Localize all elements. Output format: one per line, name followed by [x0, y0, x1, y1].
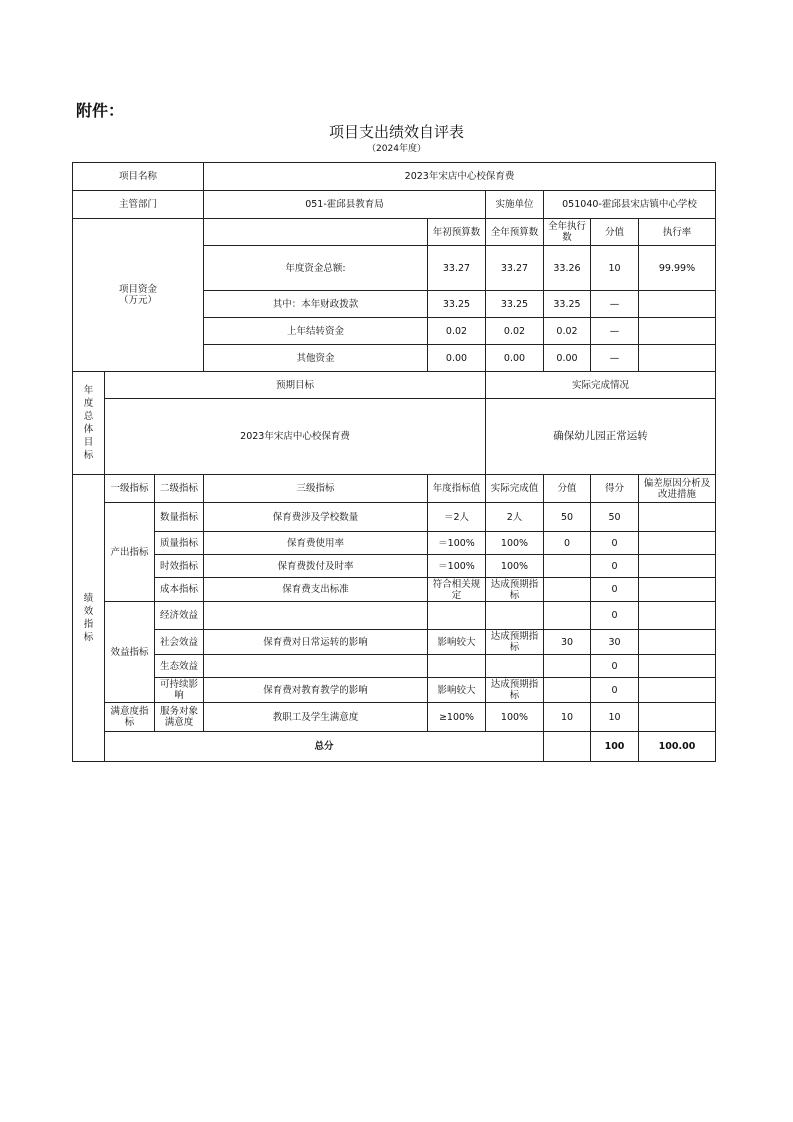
dept-label: 主管部门: [73, 191, 204, 219]
ind-header-got: 得分: [591, 475, 639, 503]
reason-cell: [639, 503, 716, 532]
l1-output: 产出指标: [105, 503, 155, 602]
reason-cell: [639, 703, 716, 732]
actual-cell: 100%: [486, 703, 544, 732]
l2-cell: 数量指标: [155, 503, 204, 532]
total-score: 100: [591, 732, 639, 762]
funds-row-rate: [639, 318, 716, 345]
got-cell: 10: [591, 703, 639, 732]
got-cell: 0: [591, 555, 639, 578]
funds-row-name: 其他资金: [204, 345, 428, 372]
dept-value: 051-霍邱县教育局: [204, 191, 486, 219]
indicators-label: 绩效指标: [83, 593, 94, 643]
target-cell: ＝100%: [428, 555, 486, 578]
l2-cell: 生态效益: [155, 655, 204, 678]
target-cell: ＝100%: [428, 532, 486, 555]
actual-cell: 100%: [486, 532, 544, 555]
funds-row-init: 0.00: [428, 345, 486, 372]
year-subtitle: （2024年度）: [367, 144, 426, 154]
ind-header-l1: 一级指标: [105, 475, 155, 503]
funds-row-name: 其中：本年财政拨款: [204, 291, 428, 318]
l1-satisfaction: 满意度指标: [105, 703, 155, 732]
funds-row-init: 0.02: [428, 318, 486, 345]
funds-row-exec: 33.25: [544, 291, 591, 318]
l1-benefit: 效益指标: [105, 602, 155, 703]
actual-cell: 达成预期指标: [486, 578, 544, 602]
impl-value: 051040-霍邱县宋店镇中心学校: [544, 191, 716, 219]
l3-cell: 保育费支出标准: [204, 578, 428, 602]
funds-label-text: 项目资金 （万元）: [118, 284, 157, 306]
funds-header-exec: 全年执行数: [544, 219, 591, 246]
score-cell: 30: [544, 630, 591, 655]
l3-cell: [204, 655, 428, 678]
got-cell: 30: [591, 630, 639, 655]
reason-cell: [639, 602, 716, 630]
l2-cell: 可持续影响: [155, 678, 204, 703]
project-name-label: 项目名称: [73, 163, 204, 191]
target-cell: [428, 655, 486, 678]
reason-cell: [639, 532, 716, 555]
expected-goal: 2023年宋店中心校保育费: [105, 399, 486, 475]
ind-header-actual: 实际完成值: [486, 475, 544, 503]
score-cell: [544, 602, 591, 630]
funds-row-full: 0.02: [486, 318, 544, 345]
l2-cell: 经济效益: [155, 602, 204, 630]
funds-header-rate: 执行率: [639, 219, 716, 246]
funds-row-init: 33.27: [428, 246, 486, 291]
funds-row-exec: 0.00: [544, 345, 591, 372]
expected-goal-label: 预期目标: [105, 372, 486, 399]
project-name-value: 2023年宋店中心校保育费: [204, 163, 716, 191]
l3-cell: 保育费使用率: [204, 532, 428, 555]
score-cell: [544, 578, 591, 602]
funds-row-init: 33.25: [428, 291, 486, 318]
actual-goal-label: 实际完成情况: [486, 372, 716, 399]
target-cell: ＝2人: [428, 503, 486, 532]
funds-row-exec: 0.02: [544, 318, 591, 345]
actual-cell: [486, 655, 544, 678]
reason-cell: [639, 655, 716, 678]
impl-label: 实施单位: [486, 191, 544, 219]
funds-label: [73, 219, 204, 372]
total-blank: [544, 732, 591, 762]
goals-label: 年度总体目标: [83, 385, 94, 461]
page-title: 项目支出绩效自评表: [328, 123, 464, 141]
l3-cell: 保育费对日常运转的影响: [204, 630, 428, 655]
got-cell: 0: [591, 655, 639, 678]
reason-cell: [639, 678, 716, 703]
got-cell: 50: [591, 503, 639, 532]
l2-cell: 质量指标: [155, 532, 204, 555]
funds-row-score: 10: [591, 246, 639, 291]
target-cell: 影响较大: [428, 678, 486, 703]
performance-table: [72, 162, 716, 762]
got-cell: 0: [591, 678, 639, 703]
l3-cell: [204, 602, 428, 630]
funds-row-full: 0.00: [486, 345, 544, 372]
actual-cell: 2人: [486, 503, 544, 532]
score-cell: [544, 555, 591, 578]
l2-cell: 服务对象满意度: [155, 703, 204, 732]
score-cell: 0: [544, 532, 591, 555]
l3-cell: 教职工及学生满意度: [204, 703, 428, 732]
total-got: 100.00: [639, 732, 716, 762]
l3-cell: 保育费对教育教学的影响: [204, 678, 428, 703]
actual-goal: 确保幼儿园正常运转: [486, 399, 716, 475]
funds-row-rate: [639, 345, 716, 372]
funds-row-score: —: [591, 345, 639, 372]
got-cell: 0: [591, 578, 639, 602]
target-cell: [428, 602, 486, 630]
attachment-label: 附件：: [76, 101, 125, 120]
funds-row-rate: [639, 291, 716, 318]
l2-cell: 成本指标: [155, 578, 204, 602]
reason-cell: [639, 578, 716, 602]
actual-cell: [486, 602, 544, 630]
ind-header-l2: 二级指标: [155, 475, 204, 503]
funds-row-score: —: [591, 291, 639, 318]
got-cell: 0: [591, 602, 639, 630]
actual-cell: 达成预期指标: [486, 630, 544, 655]
funds-row-name: 上年结转资金: [204, 318, 428, 345]
total-label: 总分: [105, 732, 544, 762]
score-cell: 10: [544, 703, 591, 732]
actual-cell: 达成预期指标: [486, 678, 544, 703]
got-cell: 0: [591, 532, 639, 555]
l3-cell: 保育费涉及学校数量: [204, 503, 428, 532]
ind-header-reason: 偏差原因分析及改进措施: [639, 475, 716, 503]
funds-row-rate: 99.99%: [639, 246, 716, 291]
funds-row-score: —: [591, 318, 639, 345]
ind-header-l3: 三级指标: [204, 475, 428, 503]
funds-header-score: 分值: [591, 219, 639, 246]
actual-cell: 100%: [486, 555, 544, 578]
l2-cell: 社会效益: [155, 630, 204, 655]
funds-row-name: 年度资金总额:: [204, 246, 428, 291]
target-cell: 符合相关规定: [428, 578, 486, 602]
reason-cell: [639, 630, 716, 655]
target-cell: ≥100%: [428, 703, 486, 732]
funds-header-full: 全年预算数: [486, 219, 544, 246]
indicators-label-cell: [73, 475, 105, 762]
funds-row-exec: 33.26: [544, 246, 591, 291]
score-cell: 50: [544, 503, 591, 532]
funds-header-init: 年初预算数: [428, 219, 486, 246]
l3-cell: 保育费拨付及时率: [204, 555, 428, 578]
ind-header-target: 年度指标值: [428, 475, 486, 503]
ind-header-score: 分值: [544, 475, 591, 503]
score-cell: [544, 655, 591, 678]
funds-header-blank: [204, 219, 428, 246]
l2-cell: 时效指标: [155, 555, 204, 578]
funds-row-full: 33.27: [486, 246, 544, 291]
target-cell: 影响较大: [428, 630, 486, 655]
goals-label-cell: [73, 372, 105, 475]
reason-cell: [639, 555, 716, 578]
score-cell: [544, 678, 591, 703]
funds-row-full: 33.25: [486, 291, 544, 318]
